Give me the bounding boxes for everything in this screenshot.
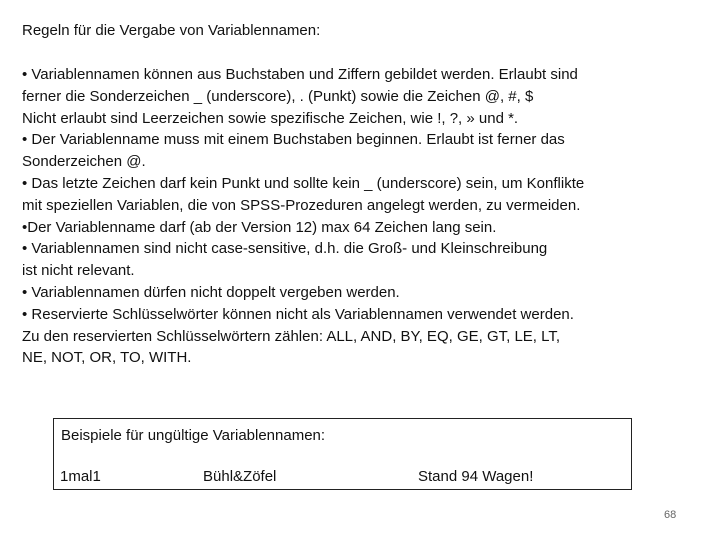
examples-title: Beispiele für ungültige Variablennamen:: [61, 427, 326, 444]
rule-line: mit speziellen Variablen, die von SPSS-Prozeduren angelegt werden, zu vermeiden.: [22, 196, 581, 214]
rules-text-block: [22, 64, 682, 369]
page-heading: Regeln für die Vergabe von Variablennamen:: [22, 22, 321, 39]
rule-line: •Der Variablenname darf (ab der Version 12) max 64 Zeichen lang sein.: [22, 218, 497, 236]
rule-line: Nicht erlaubt sind Leerzeichen sowie spezifische Zeichen, wie !, ?, » und *.: [22, 109, 519, 127]
example-item: Bühl&Zöfel: [203, 468, 277, 485]
rule-line: ist nicht relevant.: [22, 262, 135, 280]
rule-line: Sonderzeichen @.: [22, 153, 146, 171]
example-item: Stand 94 Wagen!: [418, 468, 534, 485]
example-item: 1mal1: [60, 468, 101, 485]
rule-line: • Der Variablenname muss mit einem Buchstaben beginnen. Erlaubt ist ferner das: [22, 131, 565, 149]
examples-box: [53, 418, 632, 490]
rule-line: ferner die Sonderzeichen _ (underscore), . (Punkt) sowie die Zeichen @, #, $: [22, 87, 534, 105]
rule-line: NE, NOT, OR, TO, WITH.: [22, 349, 192, 367]
rule-line: • Variablennamen können aus Buchstaben und Ziffern gebildet werden. Erlaubt sind: [22, 66, 578, 83]
rule-line: • Das letzte Zeichen darf kein Punkt und sollte kein _ (underscore) sein, um Konflikte: [22, 174, 585, 192]
rule-line: Zu den reservierten Schlüsselwörtern zählen: ALL, AND, BY, EQ, GE, GT, LE, LT,: [22, 327, 561, 345]
rule-line: • Variablennamen dürfen nicht doppelt vergeben werden.: [22, 283, 400, 301]
rule-line: • Reservierte Schlüsselwörter können nicht als Variablennamen verwendet werden.: [22, 305, 574, 323]
rule-line: • Variablennamen sind nicht case-sensitive, d.h. die Groß- und Kleinschreibung: [22, 240, 548, 258]
page-number: 68: [664, 509, 677, 521]
